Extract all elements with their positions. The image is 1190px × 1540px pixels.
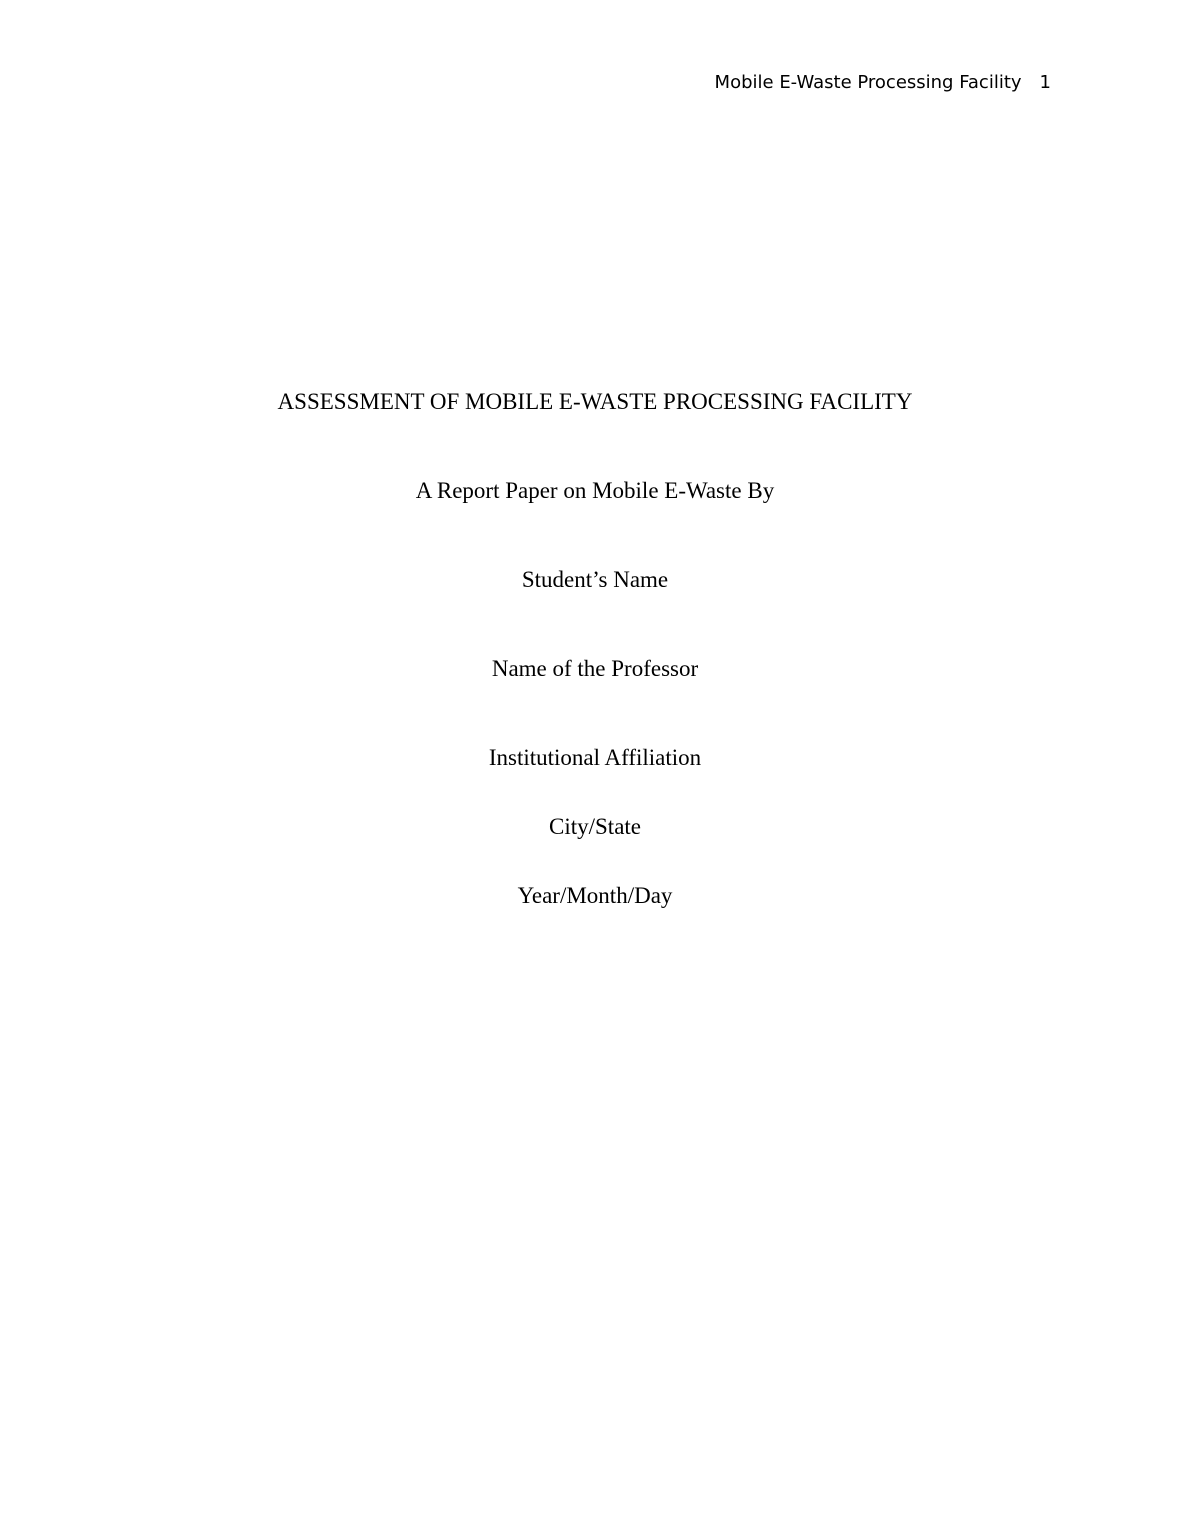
professor-name: Name of the Professor [491,656,699,681]
city-state: City/State [549,814,641,839]
institutional-affiliation: Institutional Affiliation [488,745,702,770]
page-header [715,70,1051,96]
report-title: ASSESSMENT OF MOBILE E-WASTE PROCESSING FACILITY [277,389,913,414]
running-head: Mobile E-Waste Processing Facility [714,72,1022,93]
report-date: Year/Month/Day [517,883,673,908]
page-number: 1 [1039,72,1051,93]
report-subtitle: A Report Paper on Mobile E-Waste By [415,478,775,503]
student-name: Student’s Name [521,567,669,592]
